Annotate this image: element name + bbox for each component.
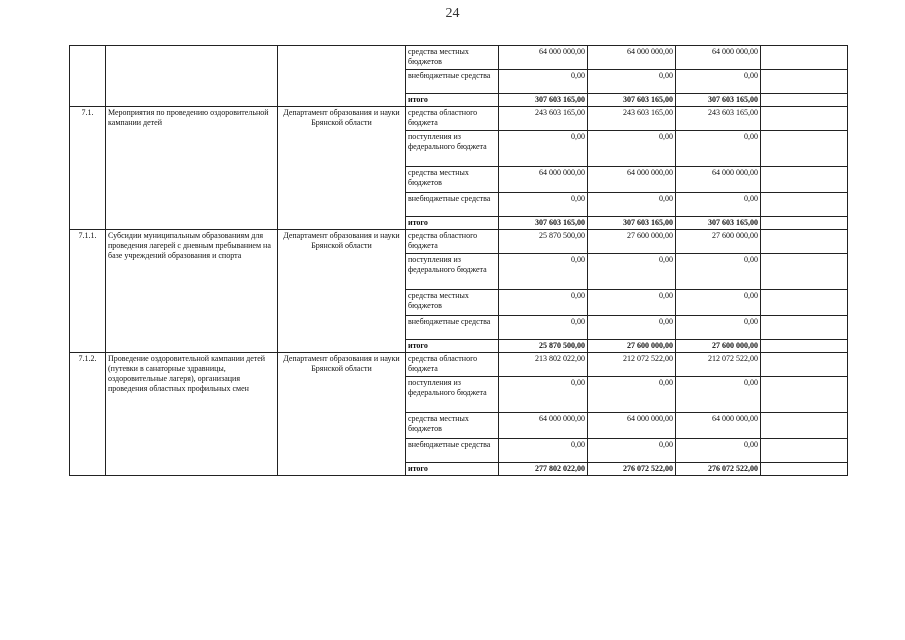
- amount-year-2: 276 072 522,00: [588, 463, 676, 476]
- amount-year-3: 64 000 000,00: [676, 167, 761, 193]
- total-label: итого: [406, 463, 499, 476]
- amount-year-1: 243 603 165,00: [499, 107, 588, 131]
- amount-year-2: 243 603 165,00: [588, 107, 676, 131]
- amount-year-2: 307 603 165,00: [588, 94, 676, 107]
- amount-year-3: 64 000 000,00: [676, 46, 761, 70]
- funding-source: внебюджетные средства: [406, 316, 499, 340]
- total-label: итого: [406, 217, 499, 230]
- amount-year-3: 0,00: [676, 377, 761, 413]
- funding-source: внебюджетные средства: [406, 193, 499, 217]
- blank-cell: [761, 353, 848, 377]
- amount-year-3: 0,00: [676, 439, 761, 463]
- amount-year-2: 0,00: [588, 254, 676, 290]
- funding-source: поступления из федерального бюджета: [406, 377, 499, 413]
- item-number: [70, 46, 106, 107]
- amount-year-1: 25 870 500,00: [499, 230, 588, 254]
- amount-year-1: 0,00: [499, 131, 588, 167]
- amount-year-1: 0,00: [499, 439, 588, 463]
- table-row: [70, 353, 848, 377]
- amount-year-2: 64 000 000,00: [588, 167, 676, 193]
- table-row: [70, 107, 848, 131]
- blank-cell: [761, 167, 848, 193]
- funding-source: поступления из федерального бюджета: [406, 131, 499, 167]
- amount-year-2: 0,00: [588, 290, 676, 316]
- blank-cell: [761, 377, 848, 413]
- blank-cell: [761, 230, 848, 254]
- funding-source: средства местных бюджетов: [406, 167, 499, 193]
- table-row: [70, 230, 848, 254]
- amount-year-1: 64 000 000,00: [499, 413, 588, 439]
- amount-year-3: 0,00: [676, 316, 761, 340]
- amount-year-1: 0,00: [499, 316, 588, 340]
- item-number: 7.1.1.: [70, 230, 106, 353]
- amount-year-2: 0,00: [588, 316, 676, 340]
- blank-cell: [761, 70, 848, 94]
- amount-year-1: 277 802 022,00: [499, 463, 588, 476]
- amount-year-2: 64 000 000,00: [588, 413, 676, 439]
- funding-source: внебюджетные средства: [406, 439, 499, 463]
- amount-year-1: 213 802 022,00: [499, 353, 588, 377]
- amount-year-3: 0,00: [676, 254, 761, 290]
- funding-source: средства областного бюджета: [406, 353, 499, 377]
- amount-year-1: 25 870 500,00: [499, 340, 588, 353]
- activity-name: [106, 46, 278, 107]
- total-label: итого: [406, 94, 499, 107]
- amount-year-2: 27 600 000,00: [588, 230, 676, 254]
- funding-source: поступления из федерального бюджета: [406, 254, 499, 290]
- blank-cell: [761, 463, 848, 476]
- blank-cell: [761, 107, 848, 131]
- amount-year-3: 27 600 000,00: [676, 230, 761, 254]
- blank-cell: [761, 413, 848, 439]
- amount-year-1: 0,00: [499, 290, 588, 316]
- amount-year-3: 307 603 165,00: [676, 94, 761, 107]
- amount-year-3: 0,00: [676, 70, 761, 94]
- blank-cell: [761, 290, 848, 316]
- amount-year-2: 27 600 000,00: [588, 340, 676, 353]
- amount-year-2: 64 000 000,00: [588, 46, 676, 70]
- executor: [278, 46, 406, 107]
- executor: Департамент образования и науки Брянской области: [278, 353, 406, 476]
- blank-cell: [761, 193, 848, 217]
- amount-year-1: 0,00: [499, 254, 588, 290]
- blank-cell: [761, 131, 848, 167]
- blank-cell: [761, 94, 848, 107]
- amount-year-2: 212 072 522,00: [588, 353, 676, 377]
- funding-source: средства областного бюджета: [406, 107, 499, 131]
- amount-year-3: 307 603 165,00: [676, 217, 761, 230]
- item-number: 7.1.: [70, 107, 106, 230]
- amount-year-3: 27 600 000,00: [676, 340, 761, 353]
- executor: Департамент образования и науки Брянской области: [278, 107, 406, 230]
- amount-year-1: 0,00: [499, 377, 588, 413]
- total-label: итого: [406, 340, 499, 353]
- amount-year-1: 307 603 165,00: [499, 94, 588, 107]
- amount-year-2: 0,00: [588, 377, 676, 413]
- amount-year-2: 307 603 165,00: [588, 217, 676, 230]
- amount-year-1: 0,00: [499, 193, 588, 217]
- amount-year-3: 0,00: [676, 131, 761, 167]
- funding-source: средства областного бюджета: [406, 230, 499, 254]
- amount-year-3: 0,00: [676, 193, 761, 217]
- blank-cell: [761, 340, 848, 353]
- amount-year-2: 0,00: [588, 193, 676, 217]
- amount-year-3: 0,00: [676, 290, 761, 316]
- blank-cell: [761, 316, 848, 340]
- funding-source: средства местных бюджетов: [406, 290, 499, 316]
- funding-source: средства местных бюджетов: [406, 46, 499, 70]
- item-number: 7.1.2.: [70, 353, 106, 476]
- amount-year-1: 0,00: [499, 70, 588, 94]
- blank-cell: [761, 254, 848, 290]
- funding-source: внебюджетные средства: [406, 70, 499, 94]
- blank-cell: [761, 46, 848, 70]
- amount-year-1: 64 000 000,00: [499, 46, 588, 70]
- amount-year-3: 212 072 522,00: [676, 353, 761, 377]
- amount-year-3: 243 603 165,00: [676, 107, 761, 131]
- amount-year-2: 0,00: [588, 439, 676, 463]
- blank-cell: [761, 439, 848, 463]
- activity-name: Субсидии муниципальным образованиям для проведения лагерей с дневным пребыванием на базе учреждений образования и спорта: [106, 230, 278, 353]
- page-number: 24: [445, 6, 460, 21]
- blank-cell: [761, 217, 848, 230]
- executor: Департамент образования и науки Брянской области: [278, 230, 406, 353]
- amount-year-2: 0,00: [588, 70, 676, 94]
- activity-name: Проведение оздоровительной кампании детей (путевки в санаторные здравницы, оздоровительные лагеря), организация проведения областных профильных смен: [106, 353, 278, 476]
- amount-year-1: 307 603 165,00: [499, 217, 588, 230]
- table-row: [70, 46, 848, 70]
- budget-table: [69, 45, 848, 476]
- funding-source: средства местных бюджетов: [406, 413, 499, 439]
- amount-year-2: 0,00: [588, 131, 676, 167]
- amount-year-3: 276 072 522,00: [676, 463, 761, 476]
- amount-year-1: 64 000 000,00: [499, 167, 588, 193]
- activity-name: Мероприятия по проведению оздоровительной кампании детей: [106, 107, 278, 230]
- amount-year-3: 64 000 000,00: [676, 413, 761, 439]
